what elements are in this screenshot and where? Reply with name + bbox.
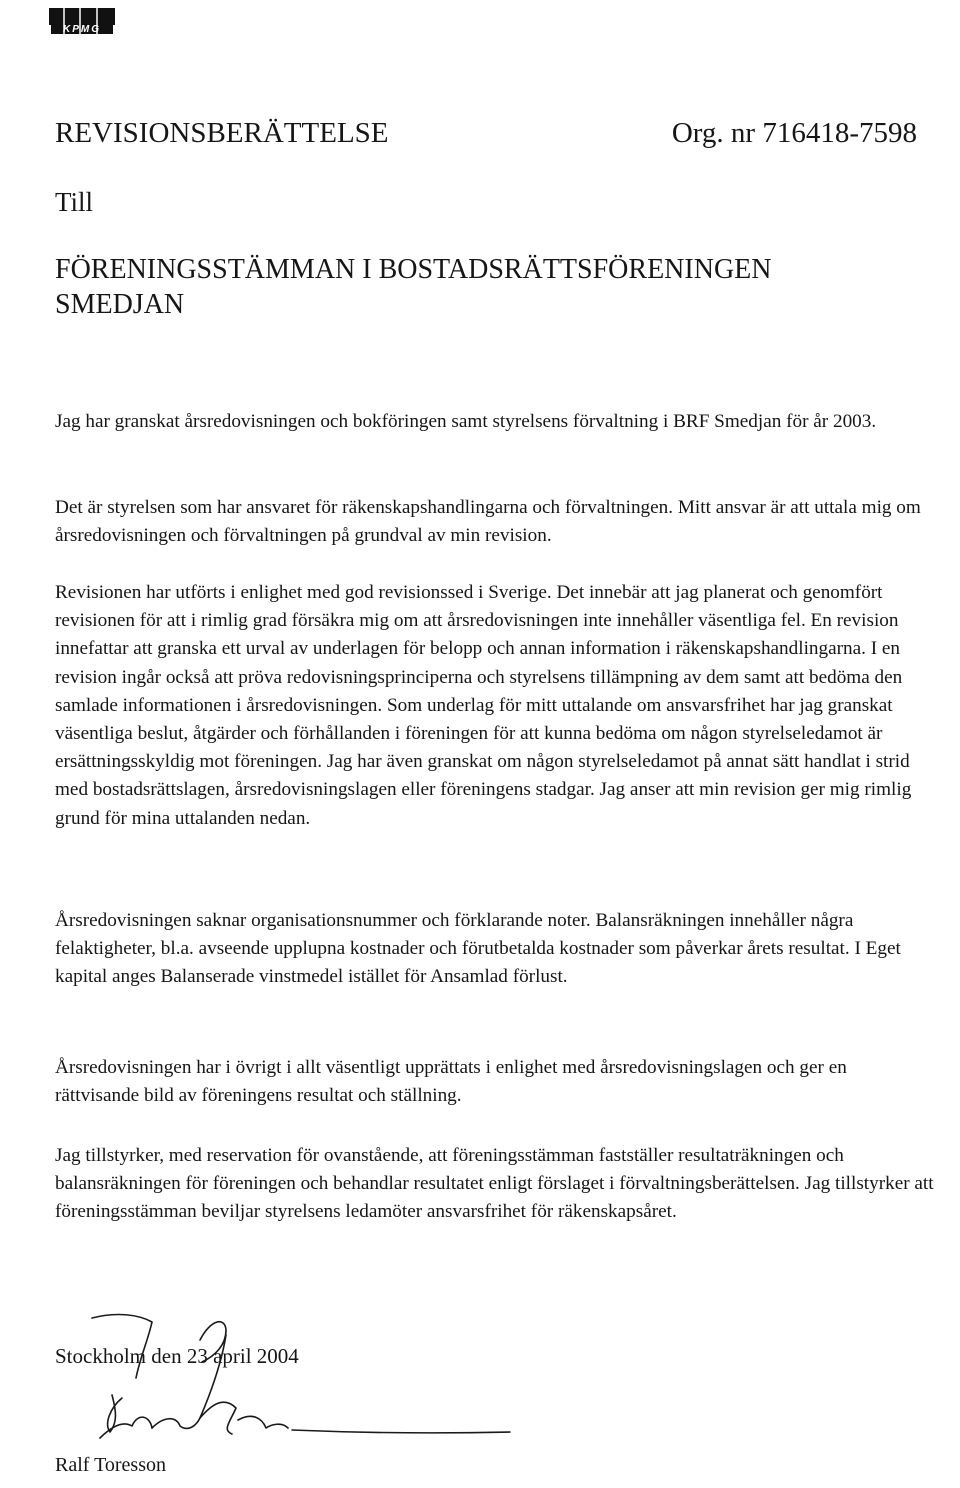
addressee-till: Till [55, 187, 94, 217]
paragraph-audit-method: Revisionen har utförts i enlighet med god revisionssed i Sverige. Det innebär att jag planerat och genomfört revisionen för att i rimlig grad försäkra mig om att årsredovisningen inte innehåller väsentliga fel. En revision innefattar att granska ett urval av underlagen för belopp och annan information i räkenskapshandlingarna. I en revision ingår också att pröva redovisningsprinciperna och styrelsens tillämpning av dem samt att bedöma den samlade informationen i årsredovisningen. Som underlag för mitt uttalande om ansvarsfrihet har jag granskat väsentliga beslut, åtgärder och förhållanden i föreningen för att kunna bedöma om någon styrelseledamot är ersättningsskyldig mot föreningen. Jag har även granskat om någon styrelseledamot på annat sätt handlat i strid med bostadsrättslagen, årsredovisningslagen eller föreningens stadgar. Jag anser att min revision ger mig rimlig grund för mina uttalanden nedan. [55, 582, 912, 829]
document-title: REVISIONSBERÄTTELSE [55, 117, 389, 149]
paragraph-recommendation: Jag tillstyrker, med reservation för ovanstående, att föreningsstämman fastställer resultaträkningen och balansräkningen för föreningen och behandlar resultatet enligt förslaget i förvaltningsberättelsen. Jag tillstyrker att föreningsstämman beviljar styrelsens ledamöter ansvarsfrihet för räkenskapsåret. [55, 1145, 934, 1223]
kpmg-logo [49, 8, 115, 34]
paragraph-remarks: Årsredovisningen saknar organisationsnummer och förklarande noter. Balansräkningen innehåller några felaktigheter, bl.a. avseende upplupna kostnader och förutbetalda kostnader som påverkar årets resultat. I Eget kapital anges Balanserade vinstmedel istället för Ansamlad förlust. [55, 910, 901, 988]
handwritten-signature [40, 1300, 520, 1470]
paragraph-opinion: Årsredovisningen har i övrigt i allt väsentligt upprättats i enlighet med årsredovisningslagen och ger en rättvisande bild av föreningens resultat och ställning. [55, 1057, 847, 1107]
org-number: Org. nr 716418-7598 [671, 117, 917, 149]
paragraph-responsibility: Det är styrelsen som har ansvaret för räkenskapshandlingarna och förvaltningen. Mitt ansvar är att uttala mig om årsredovisningen och förvaltningen på grundval av min revision. [55, 497, 921, 547]
paragraph-scope: Jag har granskat årsredovisningen och bokföringen samt styrelsens förvaltning i BRF Smedjan för år 2003. [55, 411, 877, 432]
place-date: Stockholm den 23 april 2004 [55, 1344, 299, 1368]
header-row [55, 117, 935, 157]
addressee-recipient: FÖRENINGSSTÄMMAN I BOSTADSRÄTTSFÖRENINGEN SMEDJAN [55, 254, 772, 320]
signer-name: Ralf Toresson [55, 1454, 166, 1476]
svg-text:KPMG: KPMG [63, 24, 101, 34]
